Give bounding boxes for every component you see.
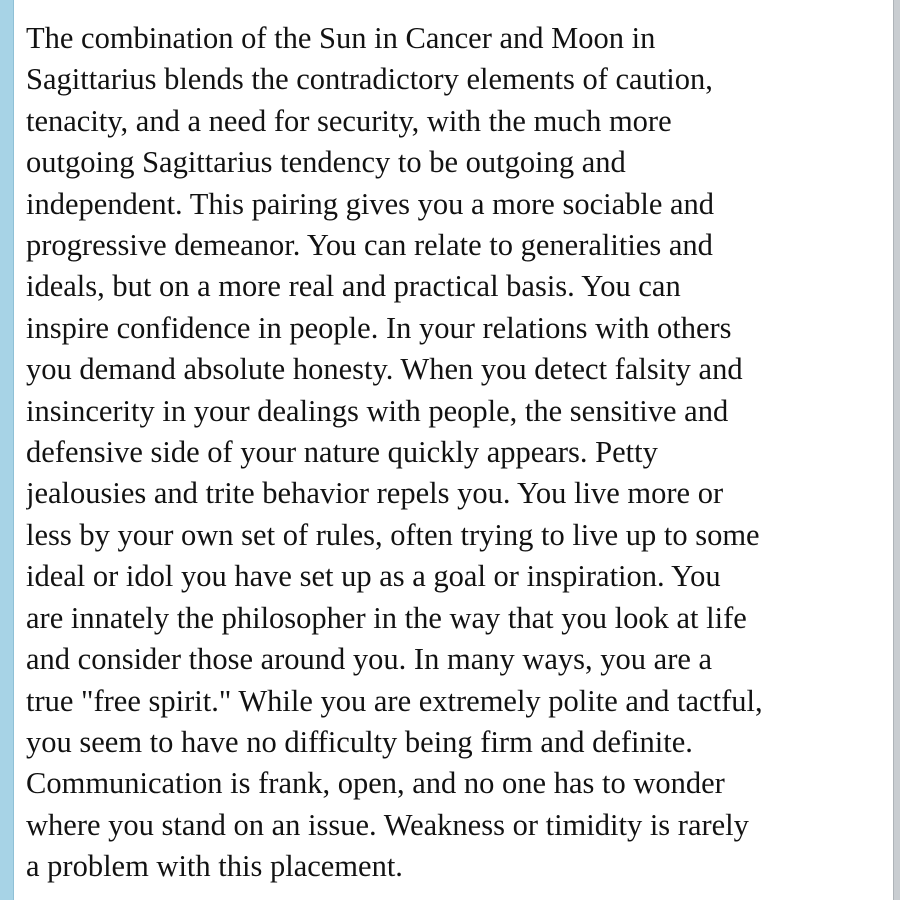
text-line: you seem to have no difficulty being firm and definite. xyxy=(26,724,693,759)
text-line: insincerity in your dealings with people, the sensitive and xyxy=(26,393,729,428)
text-line: true "free spirit." While you are extremely polite and tactful, xyxy=(26,683,763,718)
scrollbar-edge xyxy=(893,0,900,900)
text-line: where you stand on an issue. Weakness or timidity is rarely xyxy=(26,807,749,842)
text-line: you demand absolute honesty. When you detect falsity and xyxy=(26,352,743,387)
text-line: are innately the philosopher in the way that you look at life xyxy=(26,600,747,635)
text-line: progressive demeanor. You can relate to generalities and xyxy=(26,228,713,263)
text-line: ideals, but on a more real and practical basis. You can xyxy=(26,269,681,304)
left-accent-bar xyxy=(0,0,14,900)
text-line: defensive side of your nature quickly appears. Petty xyxy=(26,435,658,470)
text-document xyxy=(26,18,876,896)
text-line: outgoing Sagittarius tendency to be outgoing and xyxy=(26,145,626,180)
text-line: independent. This pairing gives you a more sociable and xyxy=(26,186,715,221)
text-line: The combination of the Sun in Cancer and Moon in xyxy=(26,21,656,55)
text-line: jealousies and trite behavior repels you. You live more or xyxy=(26,476,724,511)
text-line: tenacity, and a need for security, with the much more xyxy=(26,103,672,138)
text-line: inspire confidence in people. In your relations with others xyxy=(26,310,732,345)
text-line: ideal or idol you have set up as a goal or inspiration. You xyxy=(26,559,721,594)
text-line: and consider those around you. In many ways, you are a xyxy=(26,642,713,677)
text-line: a problem with this placement. xyxy=(26,849,403,884)
text-line: Sagittarius blends the contradictory elements of caution, xyxy=(26,62,713,97)
text-line: less by your own set of rules, often trying to live up to some xyxy=(26,517,760,552)
text-line: Communication is frank, open, and no one has to wonder xyxy=(26,766,725,801)
